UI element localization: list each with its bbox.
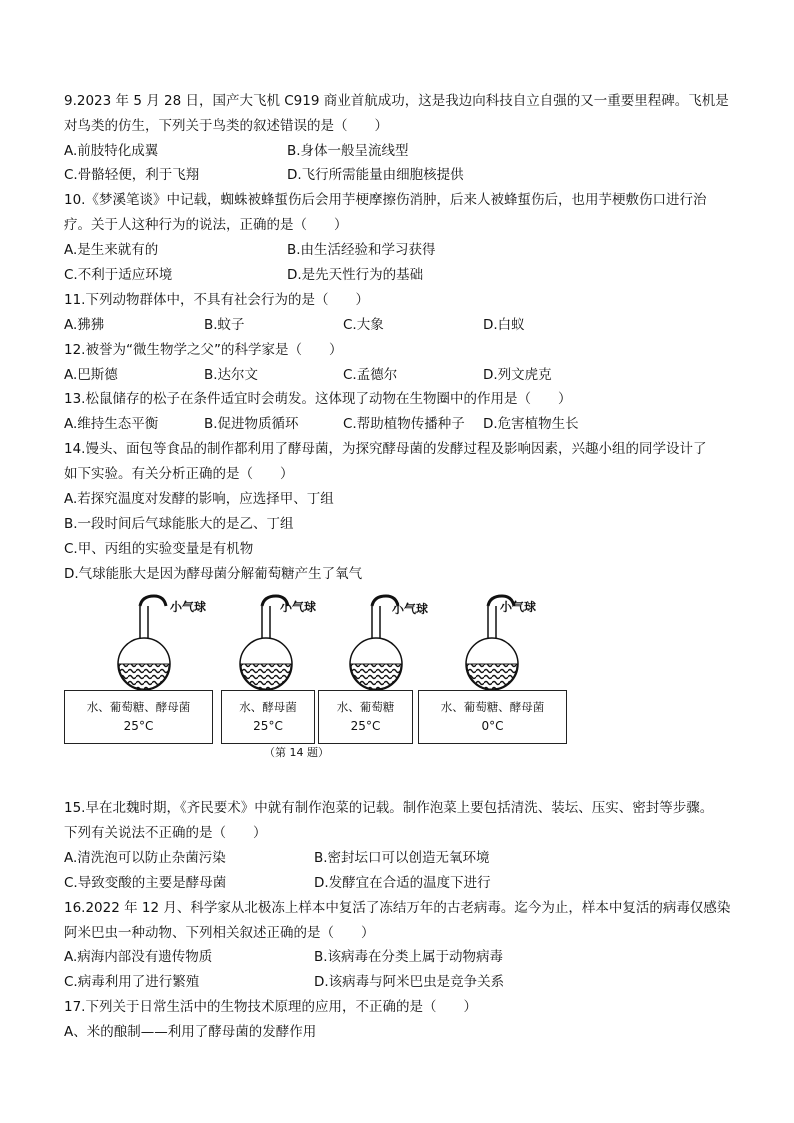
condition-temp: 25°C [253,719,283,733]
balloon-label-1: 小气球 [170,600,207,614]
condition-box-1 [64,690,213,744]
q13-stem: 13.松鼠储存的松子在条件适宜时会萌发。这体现了动物在生物圈中的作用是（ ） [64,391,572,407]
q14-stem-line2: 如下实验。有关分析正确的是（ ） [64,466,294,482]
q9-option-d: D.飞行所需能量由细胞核提供 [287,167,464,183]
q9-option-b: B.身体一般呈流线型 [287,143,409,159]
q14-stem-line1: 14.馒头、面包等食品的制作都利用了酵母菌，为探究酵母菌的发酵过程及影响因素，兴趣小组的同学设计了 [64,441,707,457]
q10-option-a: A.是生来就有的 [64,242,159,258]
condition-temp: 25°C [350,719,381,733]
condition-box-4 [418,690,567,744]
q16-stem-line2: 阿米巴虫一种动物、下列相关叙述正确的是（ ） [64,925,375,941]
q11-option-a: A.狒狒 [64,317,105,333]
figure-caption: （第 14 题） [264,746,329,759]
balloon-label-3: 小气球 [392,602,429,616]
q13-option-a: A.维持生态平衡 [64,416,159,432]
q16-option-a: A.病海内部没有遗传物质 [64,949,213,965]
q17-option-a: A、米的酿制——利用了酵母菌的发酵作用 [64,1024,317,1040]
q15-option-d: D.发酵宜在合适的温度下进行 [314,875,491,891]
q16-option-d: D.该病毒与阿米巴虫是竞争关系 [314,974,505,990]
q11-stem: 11.下列动物群体中，不具有社会行为的是（ ） [64,292,369,308]
q14-experiment-figure [62,594,570,764]
q12-option-a: A.巴斯德 [64,367,118,383]
condition-contents: 水、葡萄糖、酵母菌 [86,700,191,714]
q11-option-b: B.蚊子 [204,317,245,333]
q12-option-c: C.孟德尔 [343,367,398,383]
q9-option-a: A.前肢特化成翼 [64,143,159,159]
condition-temp: 25°C [123,719,154,733]
q13-option-d: D.危害植物生长 [483,416,579,432]
q15-option-b: B.密封坛口可以创造无氧环境 [314,850,490,866]
flask-1 [118,596,170,690]
q15-stem-line1: 15.早在北魏时期，《齐民要术》中就有制作泡菜的记载。制作泡菜上要包括清洗、装坛、压实、密封等步骤。 [64,800,714,816]
q15-stem-line2: 下列有关说法不正确的是（ ） [64,825,267,841]
q13-option-c: C.帮助植物传播种子 [343,416,465,432]
q15-option-c: C.导致变酸的主要是酵母菌 [64,875,227,891]
balloon-label-4: 小气球 [500,600,537,614]
q10-stem-line2: 疗。关于人这种行为的说法，正确的是（ ） [64,217,348,233]
q14-option-b: B.一段时间后气球能胀大的是乙、丁组 [64,516,294,532]
q14-option-c: C.甲、丙组的实验变量是有机物 [64,541,254,557]
q11-option-c: C.大象 [343,317,384,333]
condition-contents: 水、酵母菌 [239,700,297,714]
q12-option-d: D.列文虎克 [483,367,552,383]
q17-stem: 17.下列关于日常生活中的生物技术原理的应用，不正确的是（ ） [64,999,477,1015]
q12-option-b: B.达尔文 [204,367,259,383]
q13-option-b: B.促进物质循环 [204,416,299,432]
condition-box-2 [221,690,315,744]
q15-option-a: A.清洗泡可以防止杂菌污染 [64,850,226,866]
q9-stem-line2: 对鸟类的仿生，下列关于鸟类的叙述错误的是（ ） [64,118,388,134]
q11-option-d: D.白蚁 [483,317,525,333]
condition-contents: 水、葡萄糖 [336,700,395,714]
q10-option-d: D.是先天性行为的基础 [287,267,424,283]
q12-stem: 12.被誉为“微生物学之父”的科学家是（ ） [64,342,343,358]
balloon-label-2: 小气球 [280,600,317,614]
q16-stem-line1: 16.2022 年 12 月、科学家从北极冻上样本中复活了冻结万年的古老病毒。迄今为止，样本中复活的病毒仅感染 [64,900,731,916]
q10-stem-line1: 10.《梦溪笔谈》中记载，蜘蛛被蜂蜇伤后会用芋梗摩擦伤消肿，后来人被蜂蜇伤后，也用芋梗敷伤口进行治 [64,192,707,208]
q14-option-d: D.气球能胀大是因为酵母菌分解葡萄糖产生了氧气 [64,566,363,582]
q10-option-c: C.不利于适应环境 [64,267,173,283]
q9-option-c: C.骨骼轻便，利于飞翔 [64,167,200,183]
condition-temp: 0°C [481,719,504,733]
q16-option-b: B.该病毒在分类上属于动物病毒 [314,949,504,965]
condition-contents: 水、葡萄糖、酵母菌 [440,700,545,714]
condition-box-3 [318,690,413,744]
q10-option-b: B.由生活经验和学习获得 [287,242,436,258]
q14-option-a: A.若探究温度对发酵的影响，应选择甲、丁组 [64,491,334,507]
q16-option-c: C.病毒利用了进行繁殖 [64,974,200,990]
q9-stem-line1: 9.2023 年 5 月 28 日，国产大飞机 C919 商业首航成功，这是我边向科技自立自强的又一重要里程碑。飞机是 [64,93,729,109]
